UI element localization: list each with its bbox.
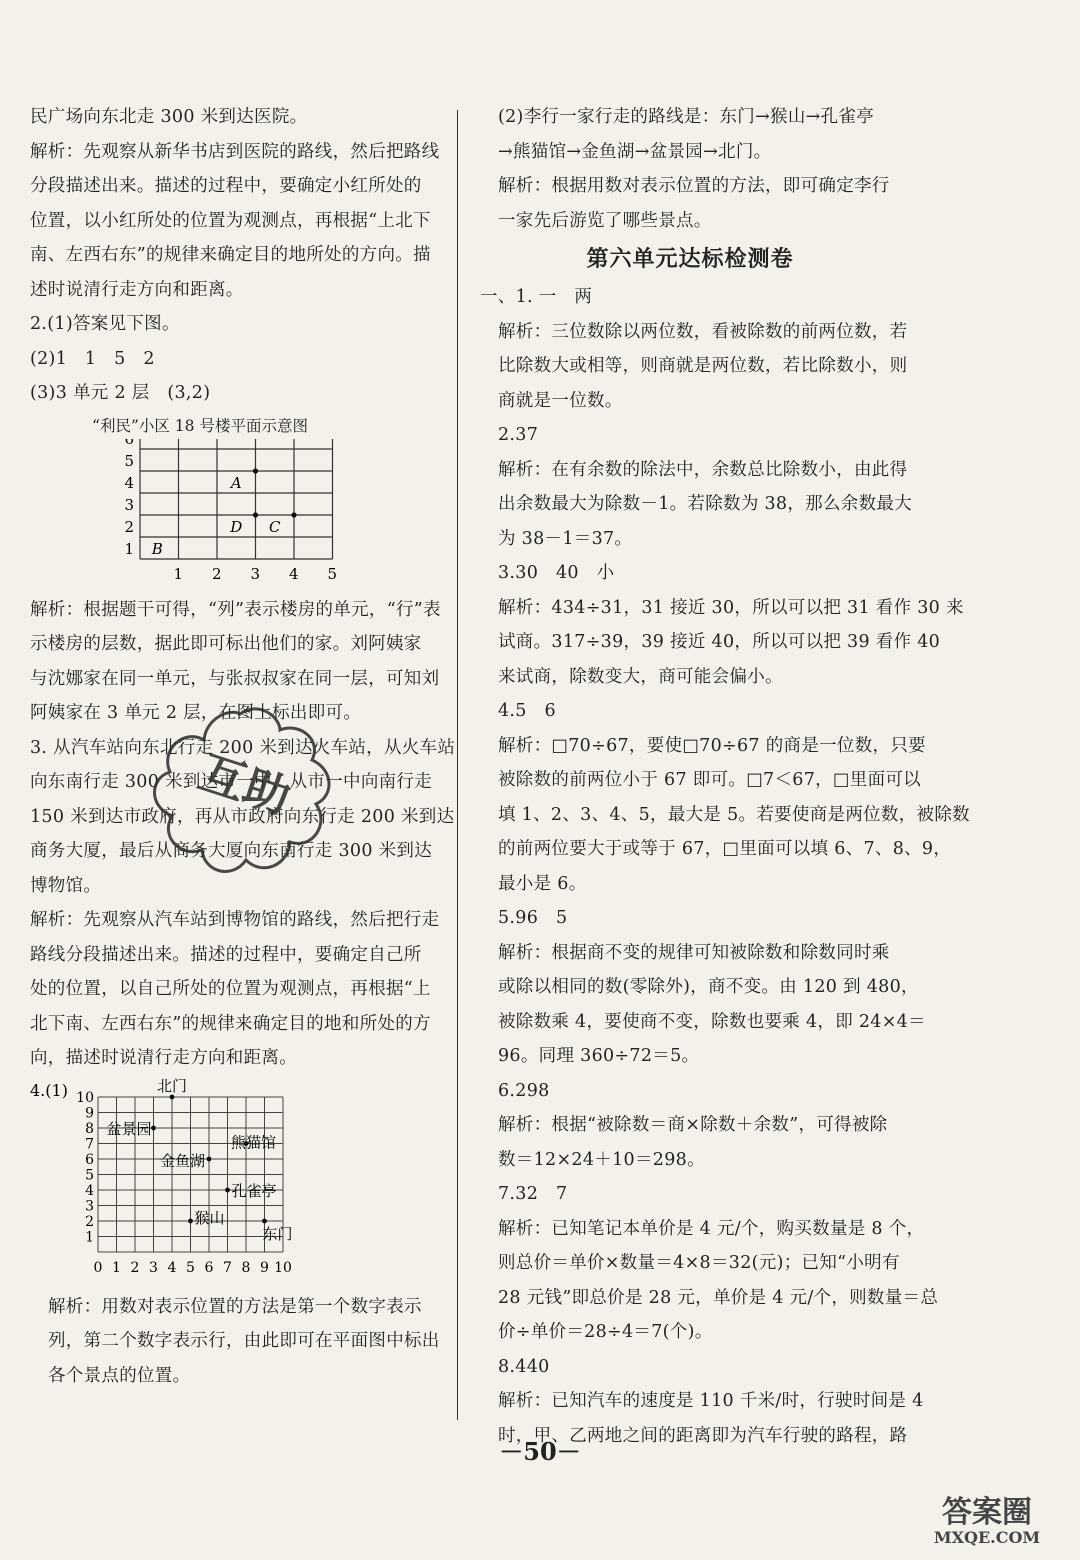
y-tick-label: 6 (124, 438, 134, 448)
text-line: 150 米到达市政府，再从市政府向东行走 200 米到达 (30, 806, 455, 827)
y-tick-label: 2 (124, 517, 134, 536)
text-line: 解析：已知笔记本单价是 4 元/个，购买数量是 8 个， (498, 1218, 925, 1239)
text-line: 的前两位要大于或等于 67，□里面可以填 6、7、8、9， (498, 839, 952, 859)
text-line: 分段描述出来。描述的过程中，要确定小红所处的 (30, 176, 422, 196)
x-tick-label: 10 (274, 1259, 292, 1276)
point-marker (253, 468, 258, 473)
text-line: (3)3 单元 2 层 (3,2) (30, 383, 211, 403)
text-line: 出余数最大为除数－1。若除数为 38，那么余数最大 (498, 494, 912, 514)
text-line: 列，第二个数字表示行，由此即可在平面图中标出 (48, 1331, 440, 1351)
floor-plan-grid (30, 439, 370, 589)
right-text-block-2 (480, 280, 970, 1453)
text-line: 与沈娜家在同一单元，与张叔叔家在同一层，可知刘 (30, 668, 440, 689)
point-label: B (151, 539, 163, 558)
text-line: 3.30 40 小 (498, 563, 615, 583)
text-line: 3. 从汽车站向东北行走 200 米到达火车站，从火车站 (30, 737, 456, 758)
text-line: 被除数乘 4，要使商不变，除数也要乘 4，即 24×4＝ (498, 1011, 926, 1032)
y-tick-label: 6 (85, 1151, 94, 1168)
right-column (480, 100, 970, 1453)
text-line: 解析：三位数除以两位数，看被除数的前两位数，若 (498, 321, 908, 342)
x-tick-label: 3 (149, 1259, 158, 1276)
point-marker (207, 1156, 212, 1161)
stamp-logo-text: 互助 (192, 744, 298, 825)
text-line: 填 1、2、3、4、5，最大是 5。若要使商是两位数，被除数 (498, 804, 970, 825)
y-tick-label: 10 (76, 1089, 94, 1106)
x-tick-label: 7 (223, 1259, 232, 1276)
text-line: 解析：□70÷67，要使□70÷67 的商是一位数，只要 (498, 735, 926, 756)
point-marker (170, 1094, 175, 1099)
point-label: A (230, 473, 242, 492)
text-line: 一家先后游览了哪些景点。 (498, 210, 712, 231)
x-tick-label: 4 (167, 1259, 177, 1276)
point-label: 北门 (156, 1076, 188, 1095)
text-line: 28 元钱”即总价是 28 元，单价是 4 元/个，则数量＝总 (498, 1287, 939, 1308)
point-label: C (269, 517, 281, 536)
point-marker (225, 1187, 230, 1192)
y-tick-label: 4 (124, 473, 134, 492)
x-tick-label: 8 (241, 1259, 251, 1276)
x-tick-label: 9 (260, 1259, 269, 1276)
text-line: 南、左西右东”的规律来确定目的地所处的方向。描 (30, 245, 431, 265)
text-line: 民广场向东北走 300 米到达医院。 (30, 107, 308, 127)
x-tick-label: 3 (250, 564, 261, 583)
text-line: 比除数大或相等，则商就是两位数，若比除数小，则 (498, 356, 908, 376)
text-line: 2.37 (498, 425, 539, 445)
park-map-grid (30, 1076, 430, 1286)
question-label: 4.(1) (30, 1080, 68, 1100)
text-line: 商务大厦，最后从商务大厦向东南行走 300 米到达 (30, 841, 433, 861)
text-line: 5.96 5 (498, 908, 568, 928)
x-tick-label: 1 (112, 1259, 121, 1276)
y-tick-label: 4 (85, 1182, 94, 1199)
text-line: 博物馆。 (30, 875, 102, 896)
page-number: －50－ (499, 1437, 581, 1466)
x-tick-label: 2 (130, 1259, 140, 1276)
text-line: 解析：根据题干可得，“列”表示楼房的单元，“行”表 (30, 599, 441, 620)
text-line: 向东南行走 300 米到达市一中，从市一中向南行走 (30, 772, 433, 792)
left-text-block-3 (30, 1290, 440, 1394)
point-label: 孔雀亭 (231, 1181, 277, 1200)
text-line: (2)李行一家行走的路线是：东门→猴山→孔雀亭 (498, 107, 875, 127)
text-line: 解析：先观察从新华书店到医院的路线，然后把路线 (30, 141, 440, 162)
park-map-figure (30, 1076, 440, 1290)
x-tick-label: 5 (186, 1259, 195, 1276)
point-marker (253, 512, 258, 517)
text-line: 来试商，除数变大，商可能会偏小。 (498, 666, 783, 687)
text-line: 96。同理 360÷72＝5。 (498, 1046, 700, 1066)
point-label: 金鱼湖 (159, 1151, 205, 1170)
svg-text:答案圈: 答案圈 (942, 1495, 1032, 1530)
text-line: 解析：434÷31，31 接近 30，所以可以把 31 看作 30 来 (498, 597, 964, 618)
text-line: 一、1. 一 两 (480, 287, 593, 307)
text-line: 商就是一位数。 (498, 390, 623, 411)
x-tick-label: 0 (93, 1259, 103, 1276)
text-line: 时，甲、乙两地之间的距离即为汽车行驶的路程，路 (498, 1425, 908, 1446)
text-line: 解析：已知汽车的速度是 110 千米/时，行驶时间是 4 (498, 1391, 924, 1411)
y-tick-label: 1 (124, 539, 134, 558)
y-tick-label: 5 (85, 1167, 94, 1183)
text-line: 述时说清行走方向和距离。 (30, 279, 244, 300)
watermark-logo (912, 1488, 1062, 1548)
text-line: 位置，以小红所处的位置为观测点，再根据“上北下 (30, 210, 431, 231)
text-line: 示楼房的层数，据此即可标出他们的家。刘阿姨家 (30, 634, 422, 654)
text-line: 解析：先观察从汽车站到博物馆的路线，然后把行走 (30, 910, 440, 930)
right-text-block-1 (480, 100, 900, 238)
y-tick-label: 3 (85, 1198, 94, 1214)
y-tick-label: 8 (85, 1120, 94, 1137)
text-line: 解析：根据用数对表示位置的方法，即可确定李行 (498, 176, 890, 196)
text-line: 阿姨家在 3 单元 2 层，在图上标出即可。 (30, 703, 362, 723)
y-tick-label: 9 (85, 1105, 94, 1121)
stamp-logo (140, 700, 340, 890)
text-line: 解析：根据商不变的规律可知被除数和除数同时乘 (498, 942, 890, 963)
y-tick-label: 7 (85, 1136, 94, 1152)
svg-text:MXQE.COM: MXQE.COM (933, 1528, 1041, 1547)
text-line: 6.298 (498, 1080, 550, 1101)
text-line: 数＝12×24＋10＝298。 (498, 1149, 705, 1170)
point-marker (151, 1125, 156, 1130)
point-label: 熊猫馆 (230, 1133, 276, 1151)
y-tick-label: 1 (85, 1229, 94, 1245)
y-tick-label: 2 (85, 1213, 94, 1230)
text-line: 解析：在有余数的除法中，余数总比除数小，由此得 (498, 459, 908, 480)
x-tick-label: 1 (173, 564, 184, 583)
text-line: 路线分段描述出来。描述的过程中，要确定自己所 (30, 944, 422, 965)
x-tick-label: 5 (327, 564, 338, 583)
text-line: 或除以相同的数(零除外)，商不变。由 120 到 480， (498, 977, 919, 997)
text-line: 2.(1)答案见下图。 (30, 314, 180, 334)
text-line: 向，描述时说清行走方向和距离。 (30, 1048, 297, 1068)
section-title: 第六单元达标检测卷 (586, 247, 794, 272)
left-text-block-1 (30, 100, 440, 411)
y-tick-label: 5 (124, 451, 134, 470)
text-line: 价÷单价＝28÷4＝7(个)。 (498, 1322, 713, 1342)
text-line: →熊猫馆→金鱼湖→盆景园→北门。 (498, 141, 772, 162)
column-divider (457, 110, 458, 1420)
text-line: 4.5 6 (498, 701, 556, 721)
text-line: 8.440 (498, 1356, 550, 1377)
point-marker (291, 512, 296, 517)
text-line: 各个景点的位置。 (48, 1365, 191, 1386)
text-line: 7.32 7 (498, 1184, 568, 1204)
x-tick-label: 2 (211, 564, 222, 583)
text-line: 处的位置，以自己所处的位置为观测点，再根据“上 (30, 979, 431, 999)
text-line: 北下南、左西右东”的规律来确定目的地和所处的方 (30, 1013, 431, 1034)
text-line: (2)1 1 5 2 (30, 348, 155, 369)
text-line: 解析：用数对表示位置的方法是第一个数字表示 (48, 1296, 422, 1317)
point-label: 东门 (262, 1224, 293, 1243)
point-label: 猴山 (194, 1208, 225, 1227)
text-line: 最小是 6。 (498, 873, 587, 894)
x-tick-label: 6 (204, 1259, 214, 1276)
point-label: 盆景园 (106, 1119, 152, 1138)
point-label: D (230, 517, 243, 536)
point-marker (188, 1218, 193, 1223)
floor-plan-figure (30, 413, 440, 593)
figure-caption: “利民”小区 18 号楼平面示意图 (92, 416, 308, 435)
point-marker (262, 1218, 267, 1223)
text-line: 为 38－1＝37。 (498, 528, 633, 549)
text-line: 试商。317÷39，39 接近 40，所以可以把 39 看作 40 (498, 632, 941, 652)
text-line: 解析：根据“被除数＝商×除数＋余数”，可得被除 (498, 1115, 888, 1135)
text-line: 则总价＝单价×数量＝4×8＝32(元)；已知“小明有 (498, 1253, 900, 1273)
text-line: 被除数的前两位小于 67 即可。□7＜67，□里面可以 (498, 770, 921, 790)
y-tick-label: 3 (124, 495, 134, 514)
x-tick-label: 4 (288, 564, 299, 583)
